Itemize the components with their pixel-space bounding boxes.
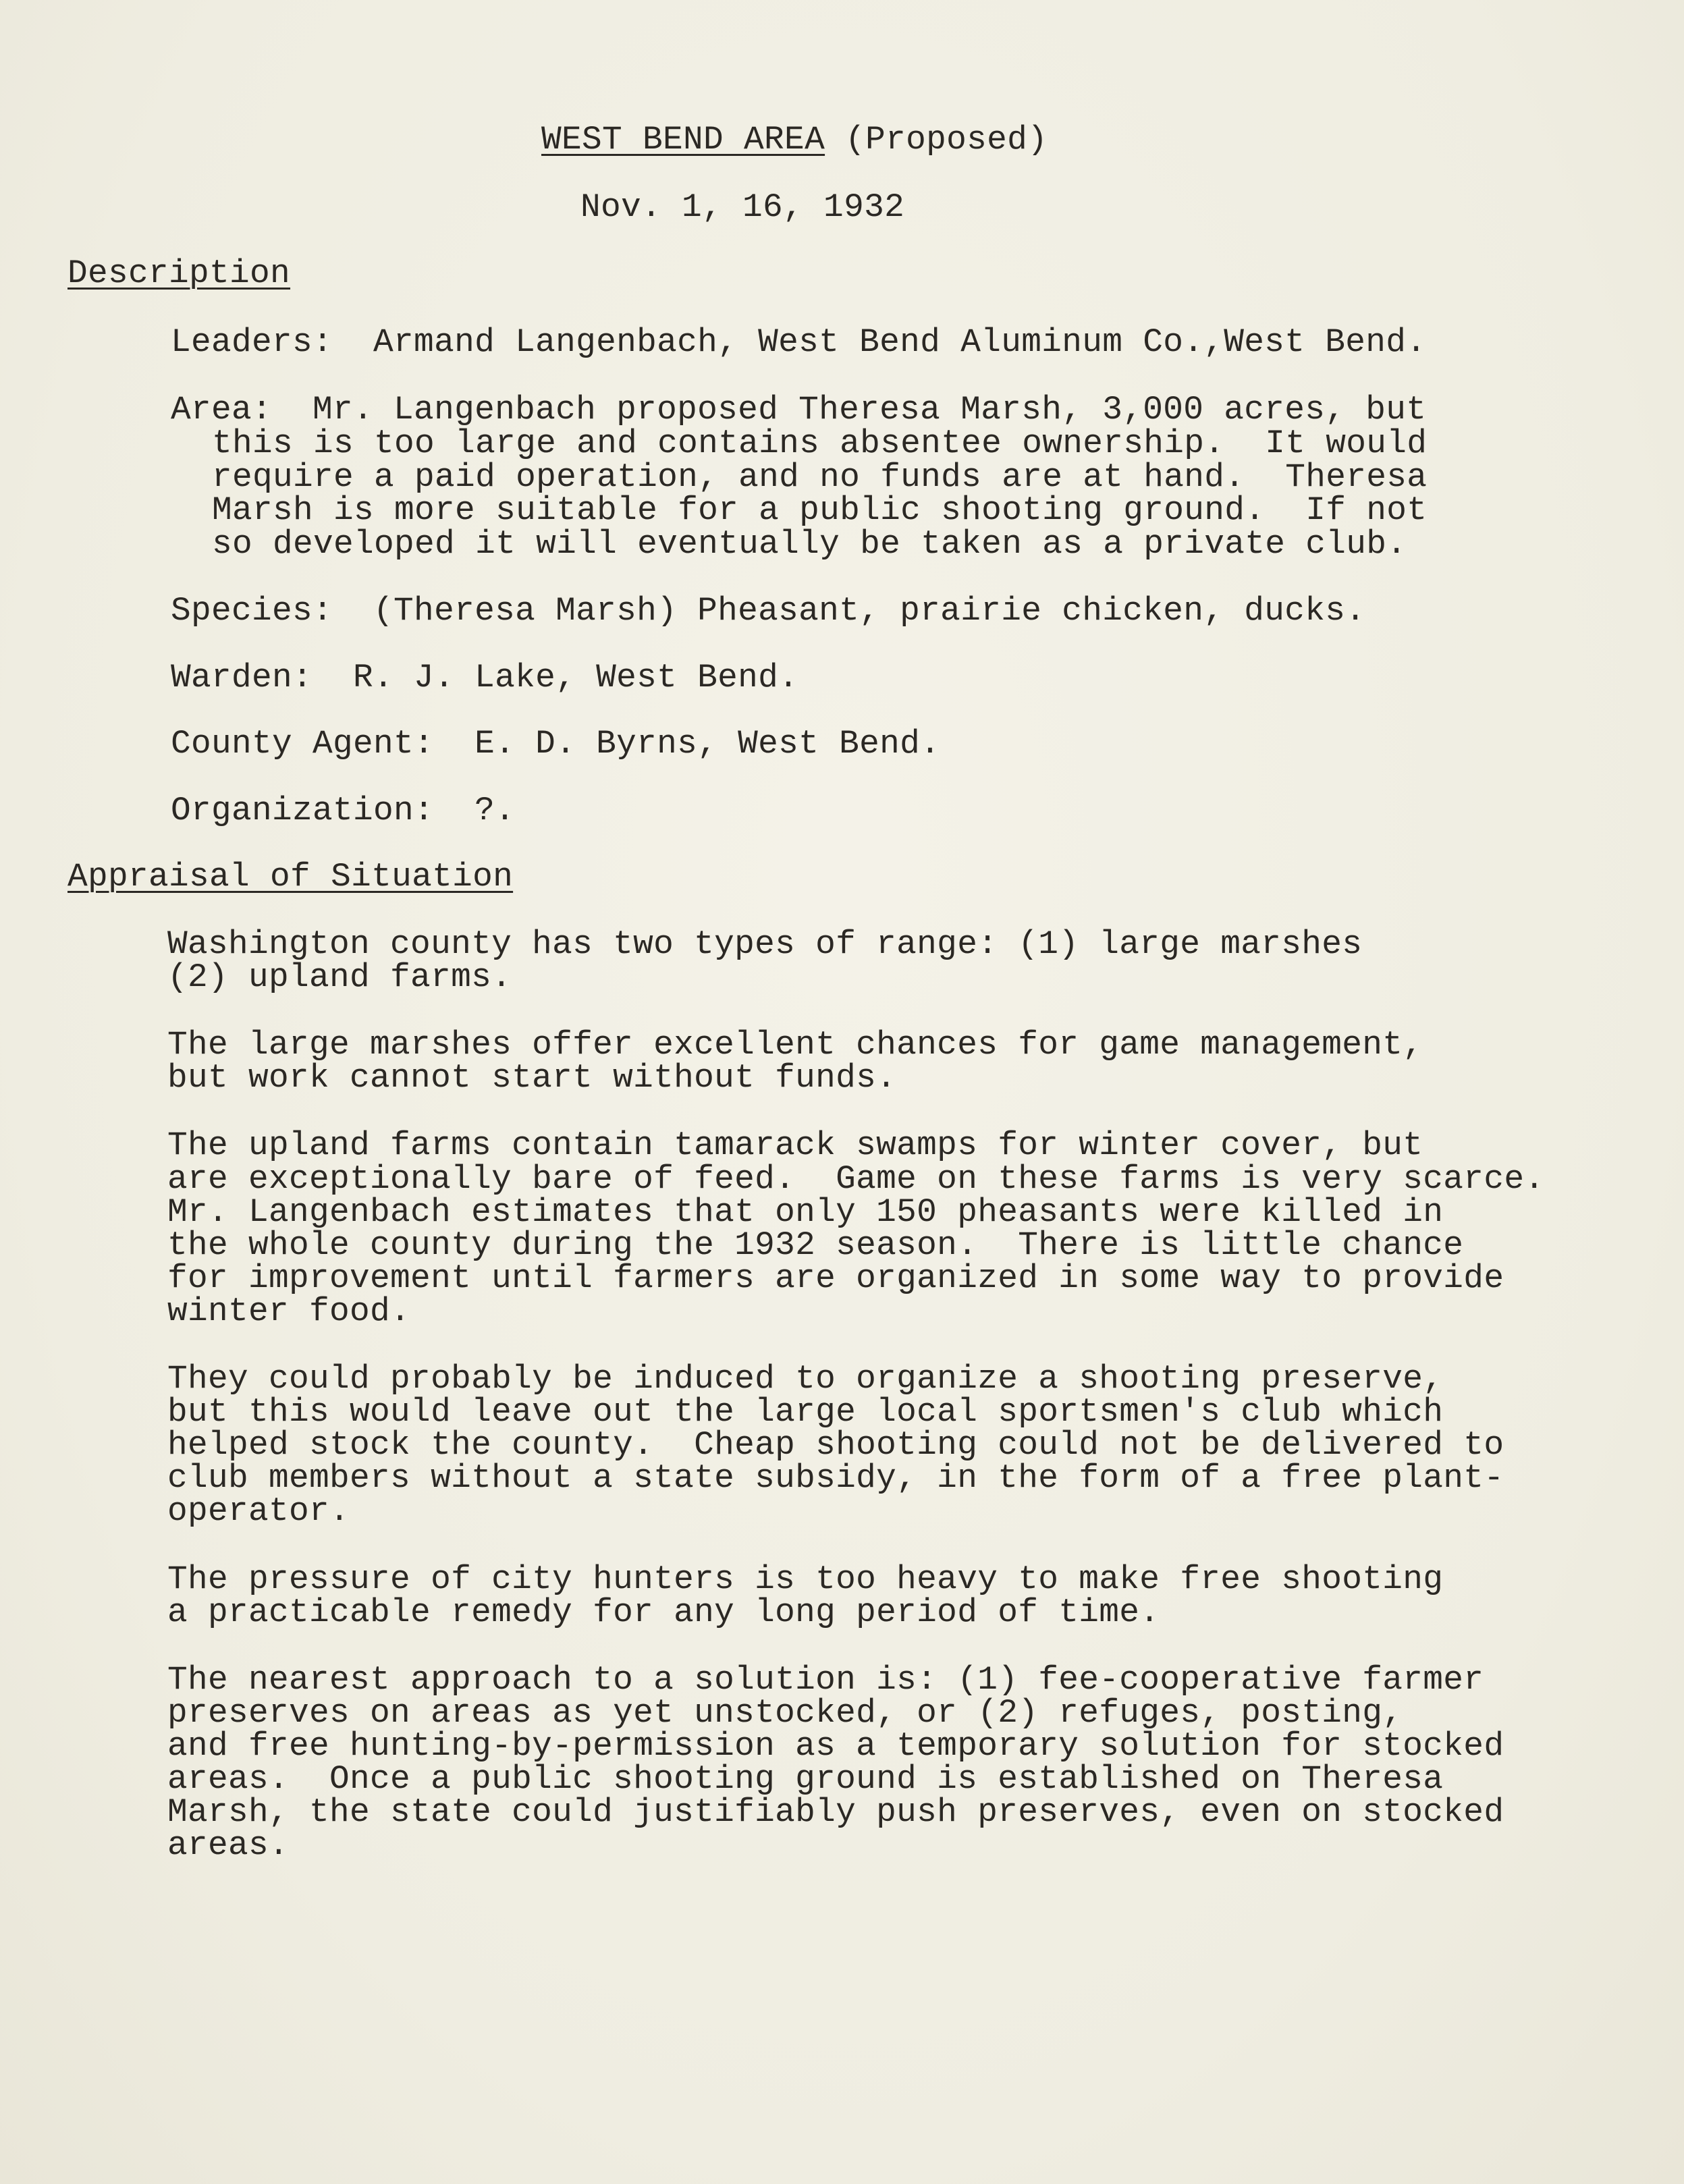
area-line: this is too large and contains absentee ownership. It would bbox=[212, 425, 1428, 462]
paragraph-line: and free hunting-by-permission as a temporary solution for stocked bbox=[167, 1727, 1504, 1765]
warden-line: Warden: R. J. Lake, West Bend. bbox=[171, 659, 799, 697]
paragraph-line: preserves on areas as yet unstocked, or (2) refuges, posting, bbox=[167, 1694, 1403, 1732]
description-heading: Description bbox=[67, 254, 291, 292]
appraisal-heading: Appraisal of Situation bbox=[67, 858, 514, 896]
leaders-line: Leaders: Armand Langenbach, West Bend Aluminum Co.,West Bend. bbox=[171, 323, 1427, 361]
title-suffix: (Proposed) bbox=[825, 121, 1048, 159]
document-title bbox=[541, 123, 1048, 157]
paragraph-line: are exceptionally bare of feed. Game on these farms is very scarce. bbox=[167, 1160, 1545, 1198]
paragraph-line: They could probably be induced to organize a shooting preserve, bbox=[167, 1360, 1444, 1398]
paragraph-line: The upland farms contain tamarack swamps for winter cover, but bbox=[167, 1126, 1423, 1164]
paragraph-line: helped stock the county. Cheap shooting could not be delivered to bbox=[167, 1426, 1504, 1464]
organization-line: Organization: ?. bbox=[171, 792, 516, 829]
county-agent-line: County Agent: E. D. Byrns, West Bend. bbox=[171, 725, 941, 763]
paragraph-line: areas. Once a public shooting ground is established on Theresa bbox=[167, 1760, 1444, 1798]
paragraph-line: a practicable remedy for any long period of time. bbox=[167, 1593, 1160, 1631]
area-line: Marsh is more suitable for a public shooting ground. If not bbox=[212, 491, 1428, 529]
species-line: Species: (Theresa Marsh) Pheasant, prairie chicken, ducks. bbox=[171, 592, 1366, 630]
title-main: WEST BEND AREA bbox=[541, 121, 825, 159]
paragraph-line: for improvement until farmers are organized in some way to provide bbox=[167, 1259, 1504, 1297]
paragraph-line: winter food. bbox=[167, 1292, 411, 1330]
area-line: require a paid operation, and no funds are at hand. Theresa bbox=[212, 458, 1428, 496]
paragraph-line: areas. bbox=[167, 1826, 290, 1864]
document-date: Nov. 1, 16, 1932 bbox=[580, 188, 905, 226]
paragraph-line: Mr. Langenbach estimates that only 150 pheasants were killed in bbox=[167, 1193, 1444, 1231]
paragraph-line: Washington county has two types of range: (1) large marshes bbox=[167, 925, 1363, 963]
paragraph-line: but work cannot start without funds. bbox=[167, 1059, 897, 1097]
paragraph-line: The pressure of city hunters is too heavy to make free shooting bbox=[167, 1560, 1444, 1598]
paragraph-line: The nearest approach to a solution is: (1) fee-cooperative farmer bbox=[167, 1661, 1484, 1699]
paragraph-line: The large marshes offer excellent chances for game management, bbox=[167, 1026, 1423, 1064]
paragraph-line: operator. bbox=[167, 1492, 350, 1530]
area-line: Area: Mr. Langenbach proposed Theresa Marsh, 3,000 acres, but bbox=[171, 391, 1427, 429]
paragraph-line: the whole county during the 1932 season. There is little chance bbox=[167, 1226, 1464, 1264]
area-line: so developed it will eventually be taken as a private club. bbox=[212, 525, 1407, 563]
paragraph-line: Marsh, the state could justifiably push preserves, even on stocked bbox=[167, 1793, 1504, 1831]
paragraph-line: but this would leave out the large local sportsmen's club which bbox=[167, 1393, 1444, 1431]
paragraph-line: (2) upland farms. bbox=[167, 958, 512, 996]
paragraph-line: club members without a state subsidy, in the form of a free plant- bbox=[167, 1459, 1504, 1497]
